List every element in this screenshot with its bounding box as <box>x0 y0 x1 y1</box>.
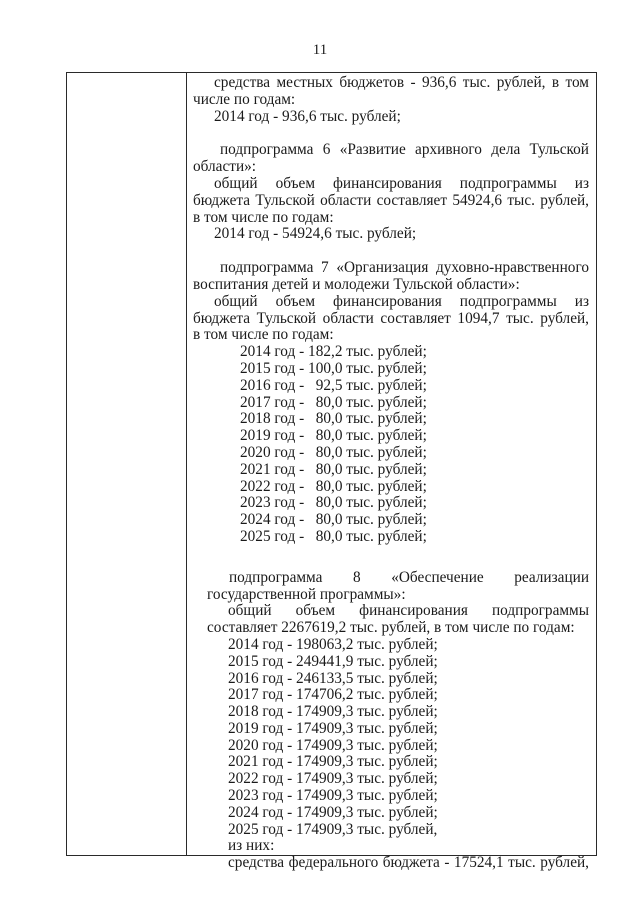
year-line: 2019 год - 174909,3 тыс. рублей; <box>228 719 438 737</box>
subprogram-7-years <box>193 344 589 546</box>
year-line: 2025 год - 174909,3 тыс. рублей, <box>228 820 438 838</box>
local-budget-line: числе по годам: <box>193 90 296 108</box>
year-line: 2022 год - 80,0 тыс. рублей; <box>240 477 427 495</box>
subprogram-8-funding: общий объем финансирования подпрограммы <box>228 602 589 620</box>
year-line: 2016 год - 92,5 тыс. рублей; <box>240 376 427 394</box>
local-budget-year: 2014 год - 936,6 тыс. рублей; <box>214 107 401 125</box>
page-number: 11 <box>312 42 328 58</box>
year-line: 2023 год - 80,0 тыс. рублей; <box>240 494 427 512</box>
year-line: 2019 год - 80,0 тыс. рублей; <box>240 427 427 445</box>
subprogram-6-title: области»: <box>193 158 257 176</box>
subprogram-7-funding: бюджета Тульской области составляет 1094,7 тыс. рублей, <box>193 309 589 327</box>
year-line: 2014 год - 198063,2 тыс. рублей; <box>228 635 438 653</box>
year-line: 2024 год - 80,0 тыс. рублей; <box>240 511 427 529</box>
subprogram-7-funding: в том числе по годам: <box>193 326 334 344</box>
year-line: 2020 год - 80,0 тыс. рублей; <box>240 443 427 461</box>
subprogram-8-funding: составляет 2267619,2 тыс. рублей, в том числе по годам: <box>207 619 575 637</box>
subprogram-8-title: государственной программы»: <box>207 585 406 603</box>
year-line: 2015 год - 249441,9 тыс. рублей; <box>228 652 438 670</box>
year-line: 2021 год - 80,0 тыс. рублей; <box>240 460 427 478</box>
year-line: 2020 год - 174909,3 тыс. рублей; <box>228 736 438 754</box>
year-line: 2021 год - 174909,3 тыс. рублей; <box>228 753 438 771</box>
year-line: 2014 год - 182,2 тыс. рублей; <box>240 343 427 361</box>
subprogram-8-title-word: реализации <box>514 568 590 586</box>
year-line: 2016 год - 246133,5 тыс. рублей; <box>228 669 438 687</box>
year-line: 2017 год - 80,0 тыс. рублей; <box>240 393 427 411</box>
subprogram-7-block <box>193 260 589 546</box>
subprogram-8-title-word: «Обеспечение <box>391 568 484 586</box>
local-budget-line: средства местных бюджетов - 936,6 тыс. рублей, в том <box>214 74 589 91</box>
year-line: 2017 год - 174706,2 тыс. рублей; <box>228 686 438 704</box>
year-line: 2023 год - 174909,3 тыс. рублей; <box>228 787 438 805</box>
year-line: 2015 год - 100,0 тыс. рублей; <box>240 359 427 377</box>
subprogram-6-funding: бюджета Тульской области составляет 54924,6 тыс. рублей, <box>193 191 589 209</box>
subprogram-7-title: подпрограмма 7 «Организация духовно-нравственного <box>220 259 589 277</box>
subprogram-8-years <box>207 637 589 855</box>
subprogram-8-title-word: подпрограмма <box>229 568 323 586</box>
year-line: 2024 год - 174909,3 тыс. рублей; <box>228 803 438 821</box>
subprogram-6-funding: в том числе по годам: <box>193 208 334 226</box>
subprogram-6-block <box>193 142 589 243</box>
subprogram-7-title: воспитания детей и молодежи Тульской области»: <box>193 275 520 293</box>
subprogram-8-block <box>193 570 589 872</box>
subprogram-6-funding: общий объем финансирования подпрограммы из <box>214 174 589 192</box>
table-content-column <box>193 75 589 872</box>
column-divider <box>186 72 187 856</box>
year-line: 2022 год - 174909,3 тыс. рублей; <box>228 770 438 788</box>
subprogram-7-funding: общий объем финансирования подпрограммы из <box>214 292 589 310</box>
year-line: 2018 год - 80,0 тыс. рублей; <box>240 410 427 428</box>
year-line: 2025 год - 80,0 тыс. рублей; <box>240 527 427 545</box>
of-them-label: из них: <box>228 837 275 855</box>
subprogram-8-title-word: 8 <box>352 568 361 586</box>
year-line: 2018 год - 174909,3 тыс. рублей; <box>228 703 438 721</box>
subprogram-6-year: 2014 год - 54924,6 тыс. рублей; <box>214 225 417 243</box>
subprogram-6-title: подпрограмма 6 «Развитие архивного дела Тульской <box>220 141 589 159</box>
federal-budget-line: средства федерального бюджета - 17524,1 тыс. рублей, <box>228 854 589 872</box>
subprogram-8-title <box>207 570 589 587</box>
